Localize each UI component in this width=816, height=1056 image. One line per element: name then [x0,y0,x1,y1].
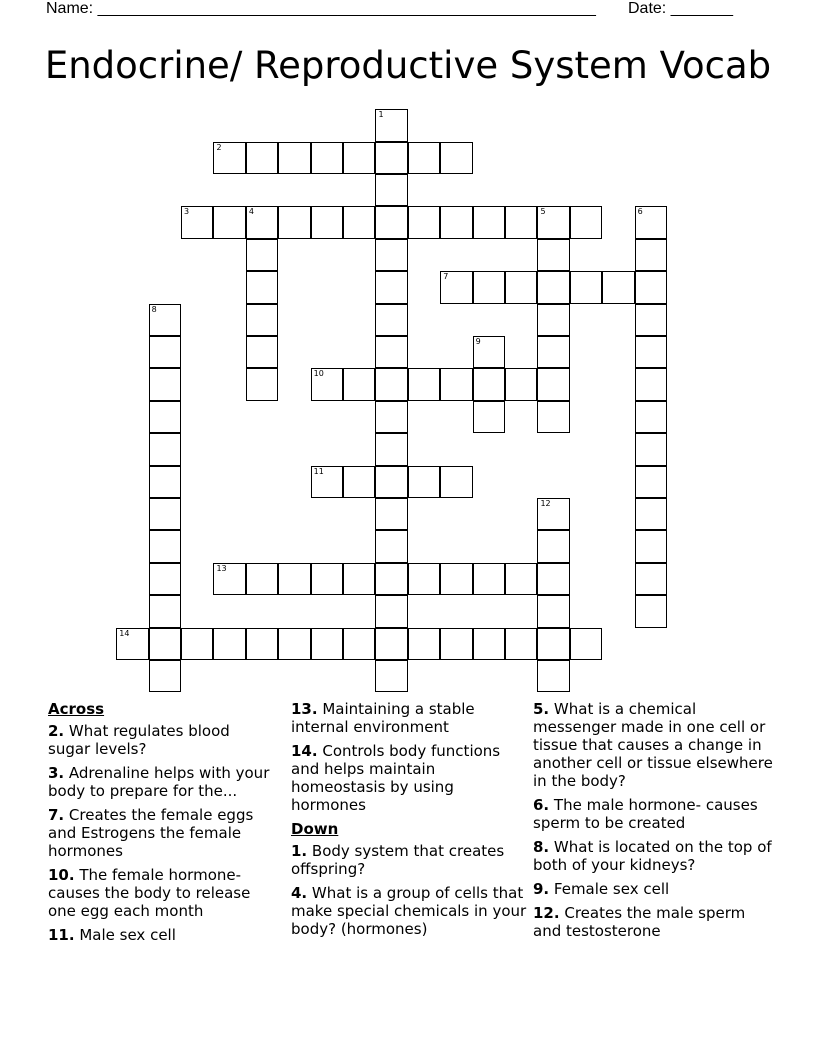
clue-item-number: 7. [48,806,65,824]
crossword-cell[interactable] [505,563,537,595]
crossword-cell[interactable] [635,530,667,562]
clue-number: 12 [540,499,551,509]
clue-item-number: 13. [291,700,318,718]
clue-item-number: 9. [533,880,550,898]
across-clue-list [48,722,276,944]
crossword-cell[interactable] [473,401,505,433]
crossword-cell[interactable] [537,271,569,303]
crossword-cell[interactable] [537,304,569,336]
crossword-cell[interactable] [537,628,569,660]
clue-number: 13 [216,563,227,573]
clue-item-number: 10. [48,866,75,884]
crossword-cell[interactable] [375,142,407,174]
crossword-cell[interactable] [635,271,667,303]
clues-column-2 [291,700,527,944]
clue-item [48,926,276,944]
clue-item-text: Creates the female eggs and Estrogens the female hormones [48,806,254,860]
crossword-cell[interactable] [375,239,407,271]
crossword-cell[interactable] [635,401,667,433]
crossword-cell[interactable] [375,498,407,530]
clue-item [48,806,276,860]
crossword-cell[interactable] [635,498,667,530]
crossword-cell[interactable] [343,563,375,595]
clue-item-number: 6. [533,796,550,814]
clue-number: 3 [184,207,190,217]
crossword-cell[interactable] [149,433,181,465]
crossword-cell[interactable] [408,628,440,660]
crossword-cell[interactable] [278,628,310,660]
crossword-cell[interactable] [570,628,602,660]
clue-item-text: Maintaining a stable internal environment [291,700,475,736]
crossword-cell[interactable] [408,142,440,174]
clue-item-number: 12. [533,904,560,922]
crossword-cell[interactable] [375,271,407,303]
clue-item-number: 3. [48,764,65,782]
crossword-cell[interactable] [473,368,505,400]
crossword-cell[interactable] [343,368,375,400]
page-title: Endocrine/ Reproductive System Vocab [44,44,772,87]
crossword-cell[interactable] [635,466,667,498]
crossword-cell[interactable] [311,563,343,595]
clue-item-text: The female hormone- causes the body to release one egg each month [48,866,251,920]
crossword-cell[interactable] [181,628,213,660]
clue-item [533,838,773,874]
clue-number: 8 [151,304,157,314]
crossword-cell[interactable] [181,206,213,238]
clue-item-number: 8. [533,838,550,856]
clue-item-text: Creates the male sperm and testosterone [533,904,746,940]
clue-item-number: 2. [48,722,65,740]
crossword-cell[interactable] [537,660,569,692]
crossword-cell[interactable] [537,206,569,238]
crossword-cell[interactable] [408,368,440,400]
crossword-cell[interactable] [473,271,505,303]
crossword-cell[interactable] [375,401,407,433]
clue-item-text: The male hormone- causes sperm to be created [533,796,758,832]
clue-number: 4 [248,207,254,217]
crossword-cell[interactable] [375,530,407,562]
across-heading: Across [48,700,105,718]
crossword-cell[interactable] [149,401,181,433]
crossword-cell[interactable] [537,498,569,530]
crossword-cell[interactable] [602,271,634,303]
crossword-cell[interactable] [311,206,343,238]
clue-item [48,866,276,920]
crossword-cell[interactable] [343,142,375,174]
crossword-cell[interactable] [375,336,407,368]
crossword-cell[interactable] [311,368,343,400]
crossword-cell[interactable] [473,628,505,660]
clue-number: 2 [216,142,222,152]
clue-item [291,742,527,814]
clue-item-number: 11. [48,926,75,944]
clue-item [291,884,527,938]
clue-item [533,904,773,940]
crossword-cell[interactable] [570,271,602,303]
crossword-cell[interactable] [149,628,181,660]
crossword-cell[interactable] [473,206,505,238]
crossword-cell[interactable] [537,368,569,400]
clue-number: 7 [443,272,449,282]
crossword-cell[interactable] [343,466,375,498]
crossword-cell[interactable] [537,336,569,368]
down-clue-list [291,842,527,938]
clue-number: 1 [378,110,384,120]
name-field-label[interactable]: Name: ________________________________________________________ [46,0,596,17]
crossword-cell[interactable] [440,628,472,660]
across-clue-list-continued [291,700,527,814]
crossword-cell[interactable] [537,239,569,271]
clue-item [48,764,276,800]
crossword-cell[interactable] [278,206,310,238]
crossword-cell[interactable] [213,142,245,174]
crossword-cell[interactable] [375,563,407,595]
date-field-label[interactable]: Date: _______ [628,0,733,17]
crossword-cell[interactable] [440,206,472,238]
crossword-cell[interactable] [246,271,278,303]
crossword-cell[interactable] [473,336,505,368]
clue-item-text: What is located on the top of both of your kidneys? [533,838,772,874]
crossword-cell[interactable] [375,206,407,238]
crossword-cell[interactable] [635,433,667,465]
clue-number: 9 [475,337,481,347]
clues-column-1 [48,700,276,950]
clue-number: 14 [119,628,130,638]
crossword-cell[interactable] [246,563,278,595]
crossword-cell[interactable] [116,628,148,660]
down-clue-list-continued [533,700,773,940]
crossword-cell[interactable] [440,368,472,400]
crossword-cell[interactable] [505,628,537,660]
clue-item-number: 1. [291,842,308,860]
crossword-cell[interactable] [375,595,407,627]
crossword-cell[interactable] [149,660,181,692]
crossword-cell[interactable] [635,336,667,368]
crossword-cell[interactable] [149,498,181,530]
crossword-cell[interactable] [213,628,245,660]
clue-item-text: Adrenaline helps with your body to prepare for the... [48,764,270,800]
crossword-cell[interactable] [375,433,407,465]
crossword-cell[interactable] [246,628,278,660]
crossword-cell[interactable] [440,271,472,303]
crossword-cell[interactable] [635,206,667,238]
crossword-cell[interactable] [537,530,569,562]
crossword-cell[interactable] [570,206,602,238]
crossword-cell[interactable] [149,530,181,562]
crossword-cell[interactable] [246,336,278,368]
crossword-cell[interactable] [635,595,667,627]
crossword-cell[interactable] [213,563,245,595]
clue-number: 10 [313,369,324,379]
crossword-cell[interactable] [408,206,440,238]
crossword-cell[interactable] [375,628,407,660]
crossword-cell[interactable] [408,563,440,595]
crossword-cell[interactable] [149,563,181,595]
crossword-cell[interactable] [246,206,278,238]
crossword-cell[interactable] [635,563,667,595]
crossword-cell[interactable] [149,368,181,400]
crossword-cell[interactable] [537,595,569,627]
crossword-cell[interactable] [149,304,181,336]
clue-item [533,880,773,898]
crossword-cell[interactable] [408,466,440,498]
crossword-cell[interactable] [537,563,569,595]
crossword-cell[interactable] [311,466,343,498]
crossword-cell[interactable] [375,304,407,336]
crossword-cell[interactable] [375,109,407,141]
clue-item-text: Female sex cell [549,880,670,898]
clue-item-text: Male sex cell [74,926,176,944]
clue-item-text: What is a group of cells that make special chemicals in your body? (hormones) [291,884,527,938]
crossword-cell[interactable] [635,304,667,336]
crossword-cell[interactable] [149,466,181,498]
clue-item-text: What regulates blood sugar levels? [48,722,230,758]
crossword-cell[interactable] [149,336,181,368]
clue-number: 6 [637,207,643,217]
clue-item-number: 14. [291,742,318,760]
crossword-cell[interactable] [278,563,310,595]
crossword-cell[interactable] [440,563,472,595]
crossword-cell[interactable] [375,174,407,206]
crossword-cell[interactable] [343,628,375,660]
crossword-cell[interactable] [505,206,537,238]
crossword-cell[interactable] [440,142,472,174]
crossword-cell[interactable] [505,271,537,303]
crossword-cell[interactable] [635,368,667,400]
crossword-cell[interactable] [311,628,343,660]
crossword-cell[interactable] [440,466,472,498]
clue-item-number: 5. [533,700,550,718]
clue-item [48,722,276,758]
down-heading: Down [291,820,339,838]
crossword-cell[interactable] [343,206,375,238]
crossword-cell[interactable] [375,368,407,400]
crossword-cell[interactable] [311,142,343,174]
crossword-cell[interactable] [213,206,245,238]
clue-number: 5 [540,207,546,217]
crossword-cell[interactable] [246,304,278,336]
crossword-cell[interactable] [246,239,278,271]
crossword-cell[interactable] [375,466,407,498]
crossword-cell[interactable] [505,368,537,400]
clue-item-text: What is a chemical messenger made in one cell or tissue that causes a change in another cell or tissue elsewhere in the body? [533,700,773,790]
crossword-cell[interactable] [149,595,181,627]
clue-item [291,700,527,736]
clue-item-text: Controls body functions and helps maintain homeostasis by using hormones [291,742,501,814]
crossword-cell[interactable] [246,142,278,174]
clue-item-number: 4. [291,884,308,902]
crossword-cell[interactable] [375,660,407,692]
crossword-cell[interactable] [278,142,310,174]
clue-number: 11 [313,466,324,476]
clues-column-3 [533,700,773,946]
clue-item [533,796,773,832]
crossword-cell[interactable] [246,368,278,400]
clue-item [533,700,773,790]
clue-item-text: Body system that creates offspring? [291,842,505,878]
crossword-cell[interactable] [635,239,667,271]
crossword-cell[interactable] [537,401,569,433]
crossword-cell[interactable] [473,563,505,595]
clue-item [291,842,527,878]
